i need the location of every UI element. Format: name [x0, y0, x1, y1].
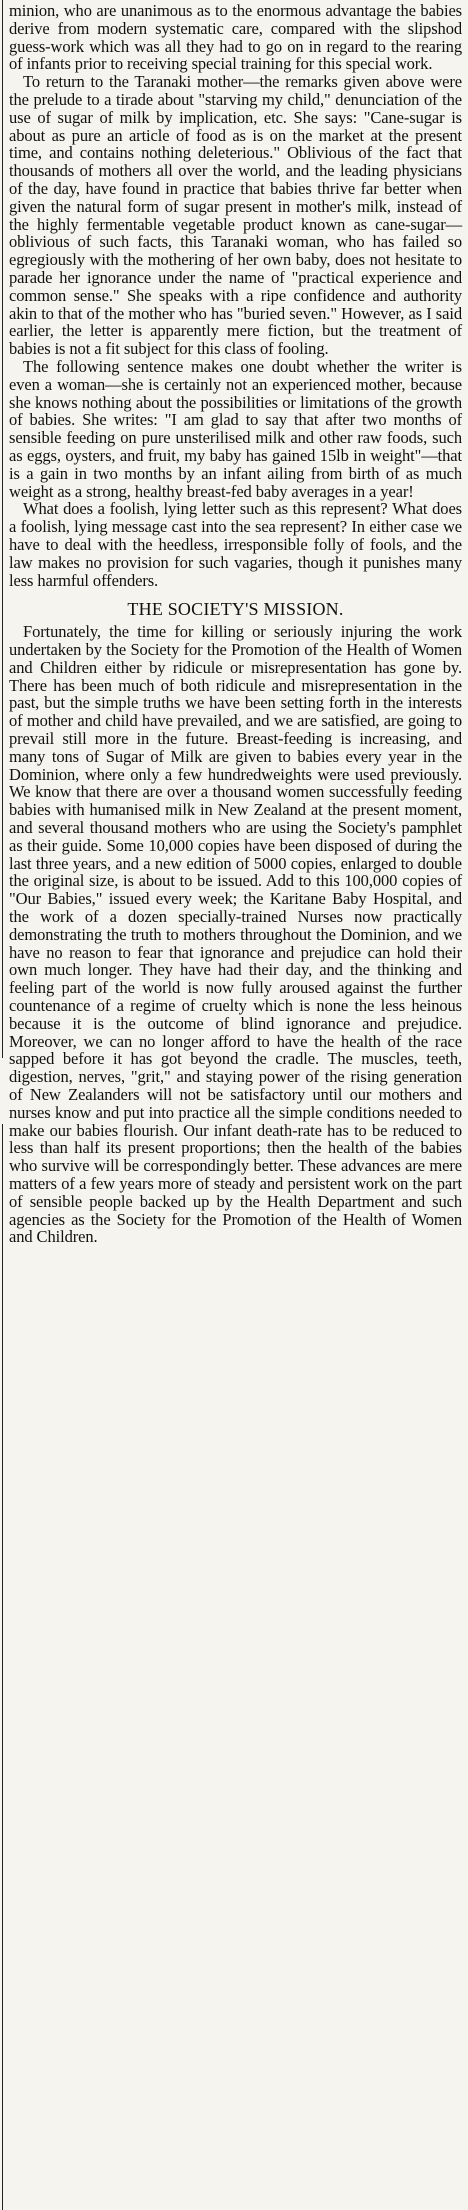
section-heading: THE SOCIETY'S MISSION.	[127, 599, 344, 620]
column-rule-bottom	[2, 1124, 3, 2210]
article-paragraph-5: Fortunately, the time for killing or seriously injuring the work undertaken by the Society for the Promotion of the Health of Women and Children either by ridicule or misrepresentation has gone by. There has been much of both ridicule and misrepresentation in the past, but the simple truths we have been setting forth in the interests of mother and child have prevailed, and we are satisfied, are going to prevail still more in the future. Breast-feeding is increasing, and many tons of Sugar of Milk are given to babies every year in the Dominion, where only a few hundredweights were used previously. We know that there are over a thousand women successfully feeding babies with humanised milk in New Zealand at the present moment, and several thousand mothers who are using the Society's pamphlet as their guide. Some 10,000 copies have been disposed of during the last three years, and a new edition of 5000 copies, enlarged to double the original size, is about to be issued. Add to this 100,000 copies of "Our Babies," issued every week; the Karitane Baby Hospital, and the work of a dozen specially-trained Nurses now practically demonstrating the truth to mothers throughout the Dominion, and we have no reason to fear that ignorance and prejudice can hold their own much longer. They have had their day, and the thinking and feeling part of the world is now fully aroused against the further countenance of a regime of cruelty which is none the less heinous because it is the outcome of blind ignorance and prejudice. Moreover, we can no longer afford to have the health of the race sapped before it has got beyond the cradle. The muscles, teeth, digestion, nerves, "grit," and staying power of the rising generation of New Zealanders will not be satisfactory until our mothers and nurses know and put into practice all the simple conditions needed to make our babies flourish. Our infant death-rate has to be reduced to less than half its present proportions; then the health of the babies who survive will be correspondingly better. These advances are mere matters of a few years more of steady and persistent work on the part of sensible people backed up by the Health Department and such agencies as the Society for the Promotion of the Health of Women and Children.	[9, 622, 462, 1247]
column-rule-top	[2, 0, 3, 1058]
article-paragraph-4: What does a foolish, lying letter such as this represent? What does a foolish, lying message cast into the sea represent? In either case we have to deal with the heedless, irresponsible folly of fools, and the law makes no provision for such vagaries, though it punishes many less harmful offenders.	[9, 499, 462, 590]
article-paragraph-3: The following sentence makes one doubt whether the writer is even a woman—she is certainly not an experienced mother, because she knows nothing about the possibilities or limitations of the growth of babies. She writes: "I am glad to say that after two months of sensible feeding on pure unsterilised milk and other raw foods, such as eggs, oysters, and fruit, my baby has gained 15lb in weight"—that is a gain in two months by an infant ailing from birth of as much weight as a strong, healthy breast-fed baby averages in a year!	[9, 356, 462, 501]
article-paragraph-2: To return to the Taranaki mother—the remarks given above were the prelude to a tirade about "starving my child," denunciation of the use of sugar of milk by implication, etc. She says: "Cane-sugar is about as pure an article of food as is on the market at the present time, and contains nothing deleterious." Oblivious of the fact that thousands of mothers all over the world, and the leading physicians of the day, have found in practice that babies thrive far better when given the natural form of sugar present in mother's milk, instead of the highly fermentable vegetable product known as cane-sugar—oblivious of such facts, this Taranaki woman, who has failed so egregiously with the mothering of her own baby, does not hesitate to parade her ignorance under the name of "practical experience and common sense." She speaks with a ripe confidence and authority akin to that of the mother who has "buried seven." However, as I said earlier, the letter is apparently mere fiction, but the treatment of babies is not a fit subject for this class of fooling.	[9, 72, 462, 359]
article-paragraph-1: minion, who are unanimous as to the enormous advantage the babies derive from modern systematic care, compared with the slipshod guess-work which was all they had to go on in regard to the rearing of infants prior to receiving special training for this special work.	[9, 1, 462, 74]
